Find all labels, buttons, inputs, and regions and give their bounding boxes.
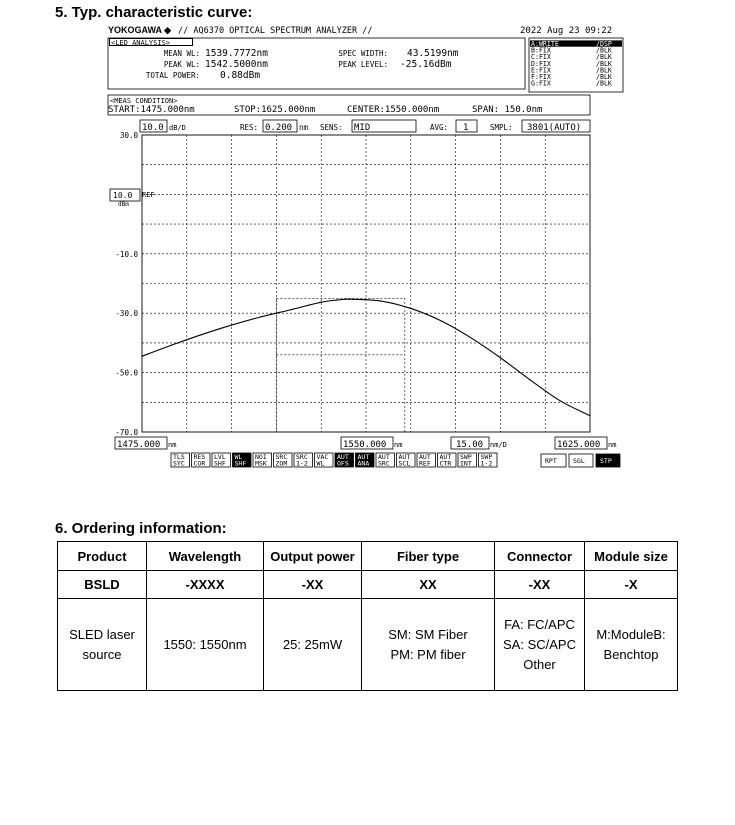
scale-unit: dB/D <box>169 124 186 132</box>
ordering-code-cell: -XXXX <box>147 571 264 599</box>
softkey-top-label: VAC <box>316 453 329 461</box>
center-box-unit: nm <box>394 441 403 449</box>
softkey-bottom-label: COR <box>193 459 206 468</box>
spectrum-point <box>141 356 142 357</box>
avg-value: 1 <box>463 123 469 133</box>
softkey-bottom-label: MSK <box>255 459 267 468</box>
ordering-code-cell: -XX <box>495 571 585 599</box>
mean-wl-label: MEAN WL: <box>163 49 200 58</box>
softkey-top-label: LVL <box>214 453 226 461</box>
trace-mode: /BLK <box>596 59 612 68</box>
softkey-bottom-label: SYC <box>173 459 185 468</box>
spectrum-point <box>530 379 531 380</box>
ordering-header-cell: Wavelength <box>147 542 264 571</box>
trace-name: C:FIX <box>531 53 551 62</box>
trace-name: E:FIX <box>531 66 551 75</box>
softkey-bottom-label: SCL <box>398 459 411 468</box>
spectrum-point <box>500 357 501 358</box>
spectrum-plot <box>115 131 590 437</box>
ordering-description-cell: FA: FC/APC SA: SC/APC Other <box>495 599 585 691</box>
peak-wl-value: 1542.5000nm <box>205 59 268 70</box>
spectrum-point <box>470 337 471 338</box>
softkey-top-label: WL <box>234 453 243 461</box>
softkey-top-label: AUT <box>398 453 411 461</box>
spectrum-point <box>560 400 561 401</box>
scale-value: 10.0 <box>142 123 164 133</box>
spectrum-point <box>380 300 381 301</box>
ref-level-value: 10.0 <box>113 191 133 200</box>
ordering-code-cell: -XX <box>264 571 362 599</box>
start-wavelength: START:1475.000nm <box>108 105 195 115</box>
ordering-table <box>57 541 678 691</box>
datetime-label: 2022 Aug 23 09:22 <box>520 26 613 36</box>
ordering-description-cell: 1550: 1550nm <box>147 599 264 691</box>
per-div-box-value: 15.00 <box>456 440 484 450</box>
spectrum-point <box>440 320 441 321</box>
ordering-code-cell: BSLD <box>58 571 147 599</box>
ordering-code-cell: -X <box>585 571 678 599</box>
softkey-top-label: SWP <box>480 453 493 461</box>
softkey-top-label: RES <box>193 453 206 461</box>
ordering-header-cell: Module size <box>585 542 678 571</box>
model-label: // AQ6370 OPTICAL SPECTRUM ANALYZER // <box>178 26 373 36</box>
trace-list <box>530 40 622 88</box>
softkey-bar <box>171 453 497 468</box>
peak-wl-label: PEAK WL: <box>163 60 200 69</box>
sens-value: MID <box>354 123 371 133</box>
softkey-top-label: TLS <box>173 453 185 461</box>
spectrum-point <box>336 300 337 301</box>
ordering-header-cell: Output power <box>264 542 362 571</box>
softkey-bottom-label: ZOM <box>275 459 288 468</box>
trace-name: A:WRITE <box>531 40 559 48</box>
softkey-top-label: NOI <box>255 453 267 461</box>
spectrum-point <box>589 415 590 416</box>
softkey-bottom-label: 1-2 <box>480 459 493 468</box>
per-div-unit: nm/D <box>490 441 507 449</box>
softkey-bottom-label: 1-2 <box>296 459 308 468</box>
softkey-bottom-label: SHF <box>234 459 247 468</box>
trace-mode: /BLK <box>596 79 612 88</box>
ordering-description-row <box>58 599 678 691</box>
analysis-title: <LED ANALYSIS> <box>111 39 171 47</box>
start-box-unit: nm <box>168 441 177 449</box>
softkey-bottom-label: WL <box>316 459 325 468</box>
ref-unit: dBm <box>118 201 129 208</box>
trace-name: F:FIX <box>531 73 551 81</box>
peak-level-value: -25.16dBm <box>400 59 452 70</box>
total-power-value: 0.88dBm <box>220 70 261 81</box>
avg-label: AVG: <box>430 123 449 132</box>
softkey-bottom-label: INT <box>460 459 472 468</box>
sgl-label: SGL <box>573 457 585 465</box>
spectrum-point <box>261 316 262 317</box>
center-box-value: 1550.000 <box>343 440 387 450</box>
softkey-top-label: AUT <box>419 453 431 461</box>
softkey-bottom-label: SRC <box>378 459 390 468</box>
trace-name: B:FIX <box>531 46 551 55</box>
spectrum-point <box>350 299 351 300</box>
analysis-marker-box <box>276 298 404 432</box>
total-power-label: TOTAL POWER: <box>145 71 200 80</box>
spec-width-value: 43.5199nm <box>407 48 459 59</box>
trace-mode: /BLK <box>596 53 612 62</box>
ordering-description-cell: M:ModuleB: Benchtop <box>585 599 678 691</box>
y-tick-label: -70.0 <box>115 428 138 437</box>
ordering-code-row <box>58 571 678 599</box>
y-tick-label: -30.0 <box>115 309 138 319</box>
trace-name: G:FIX <box>531 79 551 88</box>
stp-label: STP <box>600 457 612 465</box>
smpl-value: 3801(AUTO) <box>527 123 582 133</box>
softkey-bottom-label: REF <box>419 459 431 468</box>
stop-box-unit: nm <box>608 441 617 449</box>
ordering-description-cell: SM: SM Fiber PM: PM fiber <box>362 599 495 691</box>
ordering-code-cell: XX <box>362 571 495 599</box>
softkey-top-label: AUT <box>357 453 370 461</box>
spectrum-point <box>201 334 202 335</box>
smpl-label: SMPL: <box>490 123 513 132</box>
meas-condition-title: <MEAS CONDITION> <box>110 97 178 105</box>
stop-wavelength: STOP:1625.000nm <box>234 105 316 115</box>
trace-mode: /BLK <box>596 66 612 75</box>
brand-label: YOKOGAWA ◆ <box>108 25 172 35</box>
ordering-description-cell: SLED laser source <box>58 599 147 691</box>
softkey-bottom-label: OFS <box>337 459 349 468</box>
ordering-section-heading: 6. Ordering information: <box>55 520 227 537</box>
res-value: 0.200 <box>265 123 293 133</box>
y-tick-label: 30.0 <box>119 131 138 140</box>
rpt-label: RPT <box>545 457 557 465</box>
softkey-top-label: SRC <box>275 453 288 461</box>
span-width: SPAN: 150.0nm <box>472 105 543 115</box>
softkey-bottom-label: CTR <box>439 459 452 468</box>
spec-width-label: SPEC WIDTH: <box>338 49 388 58</box>
sens-label: SENS: <box>320 123 343 132</box>
trace-name: D:FIX <box>531 59 551 68</box>
y-tick-label: -50.0 <box>115 368 138 378</box>
softkey-top-label: AUT <box>337 453 349 461</box>
center-wavelength: CENTER:1550.000nm <box>347 105 440 115</box>
softkey-top-label: AUT <box>378 453 390 461</box>
res-label: RES: <box>240 123 259 132</box>
y-tick-label: -10.0 <box>115 249 138 259</box>
stop-box-value: 1625.000 <box>557 440 601 450</box>
trace-mode: /DSP <box>596 40 612 48</box>
softkey-top-label: AUT <box>439 453 452 461</box>
ordering-header-cell: Fiber type <box>362 542 495 571</box>
peak-level-label: PEAK LEVEL: <box>338 60 388 69</box>
mean-wl-value: 1539.7772nm <box>205 48 268 59</box>
ref-label: REF <box>142 191 155 199</box>
ordering-header-cell: Connector <box>495 542 585 571</box>
softkey-top-label: SRC <box>296 453 308 461</box>
trace-mode: /BLK <box>596 73 612 81</box>
softkey-top-label: SWP <box>460 453 472 461</box>
spectrum-point <box>171 344 172 345</box>
ordering-header-cell: Product <box>58 542 147 571</box>
spectrum-point <box>410 308 411 309</box>
spectrum-point <box>231 324 232 325</box>
softkey-bottom-label: ANA <box>357 459 370 468</box>
ordering-description-cell: 25: 25mW <box>264 599 362 691</box>
curve-section-heading: 5. Typ. characteristic curve: <box>55 4 253 21</box>
spectrum-point <box>321 302 322 303</box>
spectrum-point <box>291 309 292 310</box>
start-box-value: 1475.000 <box>117 440 161 450</box>
trace-mode: /BLK <box>596 46 612 55</box>
ordering-header-row <box>58 542 678 571</box>
softkey-bottom-label: SHF <box>214 459 226 468</box>
res-unit: nm <box>299 123 309 132</box>
